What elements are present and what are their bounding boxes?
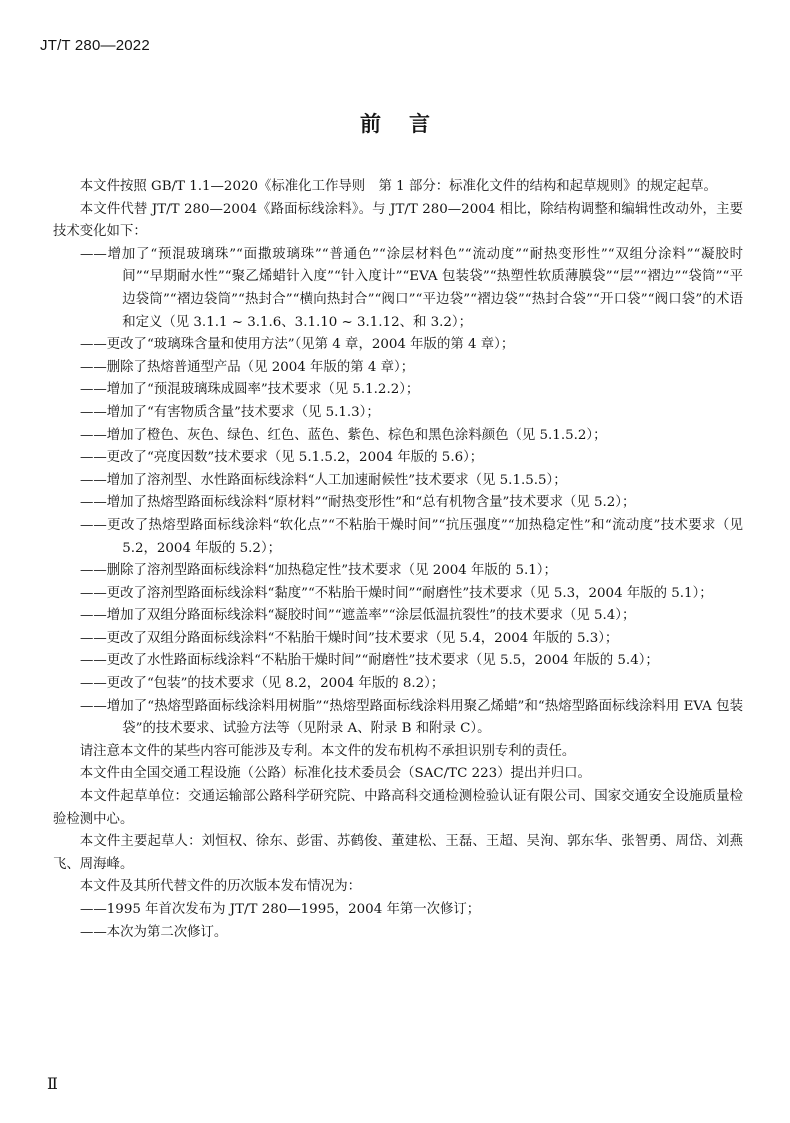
intro-paragraph: 本文件代替 JT/T 280—2004《路面标线涂料》。与 JT/T 280—2004 相比，除结构调整和编辑性改动外，主要技术变化如下： xyxy=(53,201,743,240)
change-item: ——增加了溶剂型、水性路面标线涂料“人工加速耐候性”技术要求（见 5.1.5.5）； xyxy=(80,472,567,488)
patent-notice: 请注意本文件的某些内容可能涉及专利。本文件的发布机构不承担识别专利的责任。 xyxy=(79,743,576,759)
intro-paragraph: 本文件按照 GB/T 1.1—2020《标准化工作导则 第 1 部分：标准化文件的结构和起草规则》的规定起草。 xyxy=(79,179,717,194)
change-item: ——更改了“亮度因数”技术要求（见 5.1.5.2，2004 年版的 5.6）； xyxy=(80,450,484,466)
change-item: ——增加了“预混玻璃珠”“面撒玻璃珠”“普通色”“涂层材料色”“流动度”“耐热变形性”“双组分涂料”“凝胶时间”“早期耐水性”“聚乙烯蜡针入度”“针入度计”“EVA 包装袋”“热塑性软质薄膜袋”“层”“褶边”“袋筒”“平边袋筒”“褶边袋筒”“热封合”“横向热封合”“阀口”“平边袋”“褶边袋”“热封合袋”“开口袋”“阀口袋”的术语和定义（见 3.1.1 ~ 3.1.6、3.1.10 ~ 3.1.12、和 3.2）； xyxy=(80,246,743,330)
document-body xyxy=(53,176,743,944)
document-number: JT/T 280—2022 xyxy=(40,37,150,54)
change-item: ——增加了橙色、灰色、绿色、红色、蓝色、紫色、棕色和黑色涂料颜色（见 5.1.5.2）； xyxy=(80,427,607,443)
change-item: ——更改了溶剂型路面标线涂料“黏度”“不粘胎干燥时间”“耐磨性”技术要求（见 5.3，2004 年版的 5.1）； xyxy=(80,585,713,601)
history-intro-paragraph: 本文件及其所代替文件的历次版本发布情况为： xyxy=(79,879,361,895)
page-number: Ⅱ xyxy=(47,1074,58,1093)
page-title: 前言 xyxy=(360,112,458,136)
change-item: ——删除了热熔普通型产品（见 2004 年版的第 4 章）； xyxy=(80,359,415,375)
change-item: ——增加了“预混玻璃珠成圆率”技术要求（见 5.1.2.2）； xyxy=(80,382,420,398)
drafters-paragraph: 本文件主要起草人：刘恒权、徐东、彭雷、苏鹤俊、董建松、王磊、王超、吴洵、郭东华、张智勇、周岱、刘燕飞、周海峰。 xyxy=(53,834,743,872)
change-item: ——增加了“热熔型路面标线涂料用树脂”“热熔型路面标线涂料用聚乙烯蜡”和“热熔型路面标线涂料用 EVA 包装袋”的技术要求、试验方法等（见附录 A、附录 B 和附录 C）。 xyxy=(80,698,743,737)
change-item: ——更改了“包装”的技术要求（见 8.2，2004 年版的 8.2）； xyxy=(80,676,445,692)
change-item: ——增加了双组分路面标线涂料“凝胶时间”“遮盖率”“涂层低温抗裂性”的技术要求（见 5.4）； xyxy=(80,608,636,624)
drafting-units-paragraph: 本文件起草单位：交通运输部公路科学研究院、中路高科交通检测检验认证有限公司、国家交通安全设施质量检验检测中心。 xyxy=(53,789,743,827)
change-item: ——删除了溶剂型路面标线涂料“加热稳定性”技术要求（见 2004 年版的 5.1）； xyxy=(80,563,557,579)
change-item: ——更改了“玻璃珠含量和使用方法”（见第 4 章，2004 年版的第 4 章）； xyxy=(80,337,515,353)
change-item: ——更改了双组分路面标线涂料“不粘胎干燥时间”技术要求（见 5.4，2004 年版的 5.3）； xyxy=(80,630,619,646)
history-item: ——本次为第二次修订。 xyxy=(80,924,228,940)
history-item: ——1995 年首次发布为 JT/T 280—1995，2004 年第一次修订； xyxy=(80,902,481,917)
change-item: ——更改了水性路面标线涂料“不粘胎干燥时间”“耐磨性”技术要求（见 5.5，2004 年版的 5.4）； xyxy=(80,653,659,669)
change-item: ——增加了“有害物质含量”技术要求（见 5.1.3）； xyxy=(80,404,380,420)
change-item: ——更改了热熔型路面标线涂料“软化点”“不粘胎干燥时间”“抗压强度”“加热稳定性”和“流动度”技术要求（见 5.2，2004 年版的 5.2）； xyxy=(80,517,743,556)
proposer-paragraph: 本文件由全国交通工程设施（公路）标准化技术委员会（SAC/TC 223）提出并归口。 xyxy=(79,766,591,782)
change-item: ——增加了热熔型路面标线涂料“原材料”“耐热变形性”和“总有机物含量”技术要求（见 5.2）； xyxy=(80,495,636,511)
